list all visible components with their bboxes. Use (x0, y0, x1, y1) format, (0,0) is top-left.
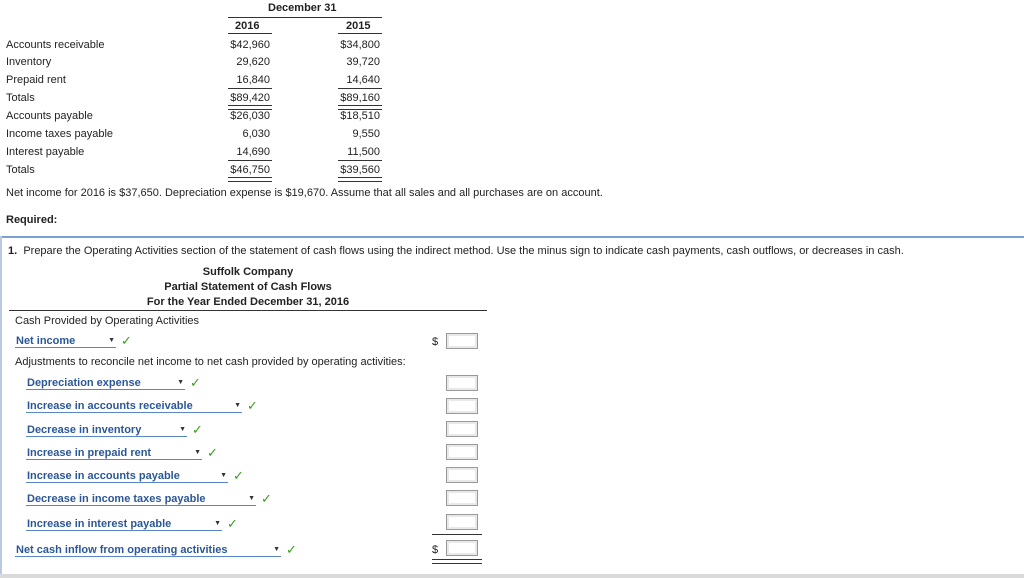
question-number: 1. (8, 245, 18, 257)
check-icon: ✓ (261, 491, 272, 506)
table-cell-2016: 29,620 (236, 56, 270, 68)
subtotal-rule (338, 88, 382, 89)
table-row-label: Totals (6, 164, 35, 176)
table-cell-2016: $26,030 (230, 110, 270, 122)
chevron-down-icon: ▼ (220, 472, 227, 479)
required-label: Required: (6, 214, 58, 226)
table-row-label: Inventory (6, 56, 52, 68)
check-icon: ✓ (121, 333, 132, 348)
adjustment-input-depreciation[interactable] (446, 375, 478, 391)
table-cell-2016: 16,840 (236, 74, 270, 86)
col2-rule (338, 33, 382, 34)
chevron-down-icon: ▼ (177, 379, 184, 386)
table-cell-2016: 6,030 (242, 128, 270, 140)
table-row-label: Income taxes payable (6, 128, 114, 140)
check-icon: ✓ (207, 445, 218, 460)
total-double-rule (338, 177, 382, 182)
total-double-rule (432, 559, 482, 564)
statement-title: Partial Statement of Cash Flows (164, 281, 332, 293)
adjustment-select-accounts-receivable[interactable] (26, 399, 242, 413)
chevron-down-icon: ▼ (214, 520, 221, 527)
select-value: Depreciation expense (27, 377, 141, 389)
statement-period: For the Year Ended December 31, 2016 (146, 296, 350, 308)
table-cell-2016: $46,750 (230, 164, 270, 176)
chevron-down-icon: ▼ (273, 546, 280, 553)
net-cash-input[interactable] (446, 540, 478, 556)
adjustment-input-accounts-payable[interactable] (446, 467, 478, 483)
table-cell-2015: $89,160 (340, 92, 380, 104)
adjustment-input-interest-payable[interactable] (446, 514, 478, 530)
header-rule (228, 17, 382, 18)
subtotal-rule (432, 534, 482, 535)
table-cell-2015: $39,560 (340, 164, 380, 176)
table-cell-2015: $34,800 (340, 39, 380, 51)
select-value: Increase in prepaid rent (27, 447, 152, 459)
table-cell-2015: 11,500 (347, 146, 380, 158)
select-value: Net income (16, 335, 76, 347)
adjustments-label: Adjustments to reconcile net income to net cash provided by operating activities: (15, 356, 406, 368)
subtotal-rule (228, 88, 272, 89)
adjustment-select-interest-payable[interactable] (26, 517, 222, 531)
col-header-2015: 2015 (346, 20, 371, 32)
adjustment-input-income-taxes-payable[interactable] (446, 490, 478, 506)
net-cash-select[interactable] (15, 543, 281, 557)
adjustment-select-income-taxes-payable[interactable] (26, 492, 256, 506)
table-cell-2015: 14,640 (346, 74, 380, 86)
subtotal-rule (338, 160, 382, 161)
check-icon: ✓ (286, 542, 297, 557)
adjustment-select-depreciation[interactable] (26, 376, 185, 390)
dollar-sign: $ (432, 544, 439, 556)
table-cell-2016: $89,420 (230, 92, 270, 104)
subtotal-rule (228, 160, 272, 161)
section-label: Cash Provided by Operating Activities (15, 315, 200, 327)
check-icon: ✓ (192, 422, 203, 437)
problem-note: Net income for 2016 is $37,650. Depreciation expense is $19,670. Assume that all sales and all purchases are on account. (6, 187, 603, 199)
adjustment-select-inventory[interactable] (26, 423, 187, 437)
select-value: Increase in accounts payable (27, 470, 180, 482)
adjustment-input-accounts-receivable[interactable] (446, 398, 478, 414)
col1-rule (228, 33, 272, 34)
select-value: Decrease in income taxes payable (27, 493, 206, 505)
adjustment-input-inventory[interactable] (446, 421, 478, 437)
chevron-down-icon: ▼ (194, 449, 201, 456)
table-cell-2015: $18,510 (340, 110, 380, 122)
chevron-down-icon: ▼ (179, 426, 186, 433)
chevron-down-icon: ▼ (248, 495, 255, 502)
select-value: Net cash inflow from operating activities (16, 544, 228, 556)
table-header-december: December 31 (268, 2, 337, 14)
adjustment-select-prepaid-rent[interactable] (26, 446, 202, 460)
dollar-sign: $ (432, 336, 439, 348)
statement-header-rule (9, 310, 487, 311)
chevron-down-icon: ▼ (108, 337, 115, 344)
table-cell-2015: 39,720 (346, 56, 380, 68)
select-value: Increase in accounts receivable (27, 400, 193, 412)
table-row-label: Totals (6, 92, 35, 104)
table-cell-2015: 9,550 (352, 128, 380, 140)
required-divider (0, 236, 1024, 238)
select-value: Increase in interest payable (27, 518, 172, 530)
total-double-rule (228, 177, 272, 182)
question-1 (8, 245, 904, 257)
table-cell-2016: $42,960 (230, 39, 270, 51)
adjustment-select-accounts-payable[interactable] (26, 469, 228, 483)
table-row-label: Interest payable (6, 146, 85, 158)
table-row-label: Accounts receivable (6, 39, 105, 51)
col-header-2016: 2016 (235, 20, 260, 32)
chevron-down-icon: ▼ (234, 402, 241, 409)
adjustment-input-prepaid-rent[interactable] (446, 444, 478, 460)
company-name: Suffolk Company (202, 266, 294, 278)
check-icon: ✓ (227, 516, 238, 531)
horizontal-scrollbar[interactable] (0, 574, 1024, 578)
check-icon: ✓ (190, 375, 201, 390)
net-income-select[interactable] (15, 334, 116, 348)
table-cell-2016: 14,690 (236, 146, 270, 158)
table-row-label: Accounts payable (6, 110, 93, 122)
select-value: Decrease in inventory (27, 424, 142, 436)
check-icon: ✓ (247, 398, 258, 413)
table-row-label: Prepaid rent (6, 74, 66, 86)
net-income-input[interactable] (446, 333, 478, 349)
check-icon: ✓ (233, 468, 244, 483)
question-text: Prepare the Operating Activities section of the statement of cash flows using the indirect method. Use the minus sign to indicate cash payments, cash outflows, or decreases in cash. (23, 245, 904, 257)
